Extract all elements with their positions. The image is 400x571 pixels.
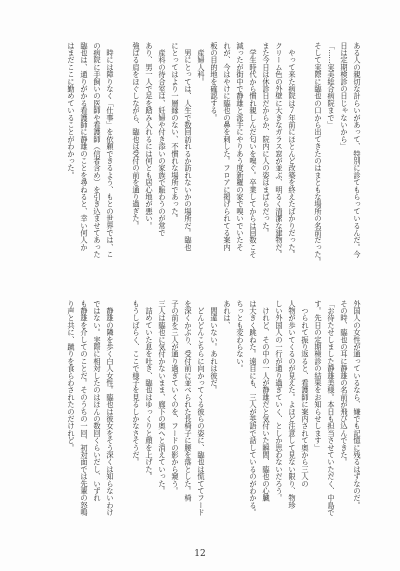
text-column: はまだここに勤めていることがわかった。 [67, 42, 76, 179]
text-column: も静雄を介してのことだ。そのうちの一回、初対面では先輩の怒鳴 [80, 300, 89, 516]
page-number: 12 [194, 549, 206, 559]
text-column: 人物が歩いてくるのが見えた。よほど注意して見ない限り、物珍 [288, 300, 297, 509]
text-column: 臨也は、通りがかる看護師に静雄のことを尋ねると、幸い何人か [80, 42, 89, 251]
text-column: ではない。実際に相対したのはほんの数回くらいだし、いずれ [93, 300, 102, 502]
text-column: を深くかぶり、受付前に並べられた長椅子に腰を落とした。椅 [184, 300, 193, 502]
text-column: 外国人の女性が通っているなら、嫌でも記憶に残るはずなのだ。 [353, 300, 362, 509]
text-column: しい外国人の一行が通り過ぎていく、としか思わないだろう。 [275, 300, 284, 502]
text-column: どんどんこちらに向かってくる彼らの姿に、臨也は慌ててフード [197, 300, 206, 516]
text-column: あり、男一人で足を踏み入れるには何とも居心地が悪い。 [145, 42, 154, 230]
text-column: す。先日の定期検診の結果をお知らせします」 [314, 300, 323, 452]
upper-text-tier [65, 42, 364, 274]
text-column: れが、今はやけに臨也の鼻を刺した。フロアに掲げられてる案内 [223, 42, 232, 251]
text-column: 減ったが街中で静雄と派手にやりあう度新羅の家で嗅いでいたそ [236, 42, 245, 251]
text-column: 時には障りなく「仕事」を依頼できるよう、もとの世界では、こ [106, 42, 115, 258]
text-column: 三人は臨也に気付かないまま、廊下の奥へと消えていった。 [158, 300, 167, 495]
text-column: 子の前を三人が通り過ぎていくのを、フードの影から窺う。 [171, 300, 180, 495]
text-column: 産科の待合室は、妊婦や付き添いの家族で賑わうのが常で [158, 42, 167, 237]
text-column: 静雄の隣を歩く白人女性。臨也は彼女をそう深くは知らないわけ [106, 300, 115, 516]
text-column: 「……実美総合病院まで」 [327, 42, 336, 129]
text-column: あれは、 [223, 300, 232, 329]
text-column: つられて振り返ると、看護師に案内されて奥から三人の [301, 300, 310, 488]
text-column: 間違いない。あれは彼だ。 [210, 300, 219, 394]
text-column: ある人の親切な計らいがあって、特別に診てもらっているんだ。今 [353, 42, 362, 258]
text-column: 学生時代から慣れ親しんだ匂いを嗅ぐ。卒業してからは回数こそ [249, 42, 258, 258]
text-column: は大きく跳ねた。遠目にも、三人が英語で話しているのがわかる。 [249, 300, 258, 516]
text-column: そして実際に臨也の口から出てきたのはまともな場所の名前だった。 [314, 42, 323, 266]
text-column: の病院に手飼いの医師や看護師（信者含め）を引き込ませてあった [93, 42, 102, 258]
blank-column [117, 300, 130, 532]
text-column: もうしばらく、ここで様子を見るしかなさそうだ。 [132, 300, 141, 466]
text-column: 板の目的地を確認する。 [210, 42, 219, 122]
text-column: ちっとも変わらない。 [236, 300, 245, 372]
text-column: 「お待たせしました静雄美様。本日も担当させていただく、中島で [327, 300, 336, 516]
text-column: けれど、その中の一人が静雄だと気付いた瞬間、臨也の心臓 [262, 300, 271, 502]
text-column: 男にとっては、人生で数回訪れるか訪れないかの場所だ。臨也 [184, 42, 193, 251]
text-column: また今日は休診日だからか、院内に人の姿はまばらだった。 [262, 42, 271, 237]
text-column: り声と共に、蹴りを食らわされたのだけれど。 [67, 300, 76, 452]
text-column: 強ばる肩をほぐしながら、臨也は受付の前を通り過ぎた。 [132, 42, 141, 230]
text-column: 産婦人科。 [197, 42, 206, 86]
blank-column [299, 42, 312, 274]
text-column: その時、臨也の耳に静雄の名前が飛び込んできた。 [340, 300, 349, 466]
text-column: 日は定期検診の日じゃないから」 [340, 42, 349, 150]
lower-text-tier [65, 300, 364, 532]
blank-column [117, 42, 130, 274]
text-column: 詰めていた息を吐き、臨也はゆっくりと顔を上げた。 [145, 300, 154, 480]
text-column: クリーム色の外壁に大きなガラス窓が並ぶ、明るく清潔な建物だ。 [275, 42, 284, 258]
text-column: やって来た病院は７年前にほとんど改築を終えたばかりだった。 [288, 42, 297, 258]
text-column: にとってはより一層縁のない、不慣れな場所であった。 [171, 42, 180, 222]
